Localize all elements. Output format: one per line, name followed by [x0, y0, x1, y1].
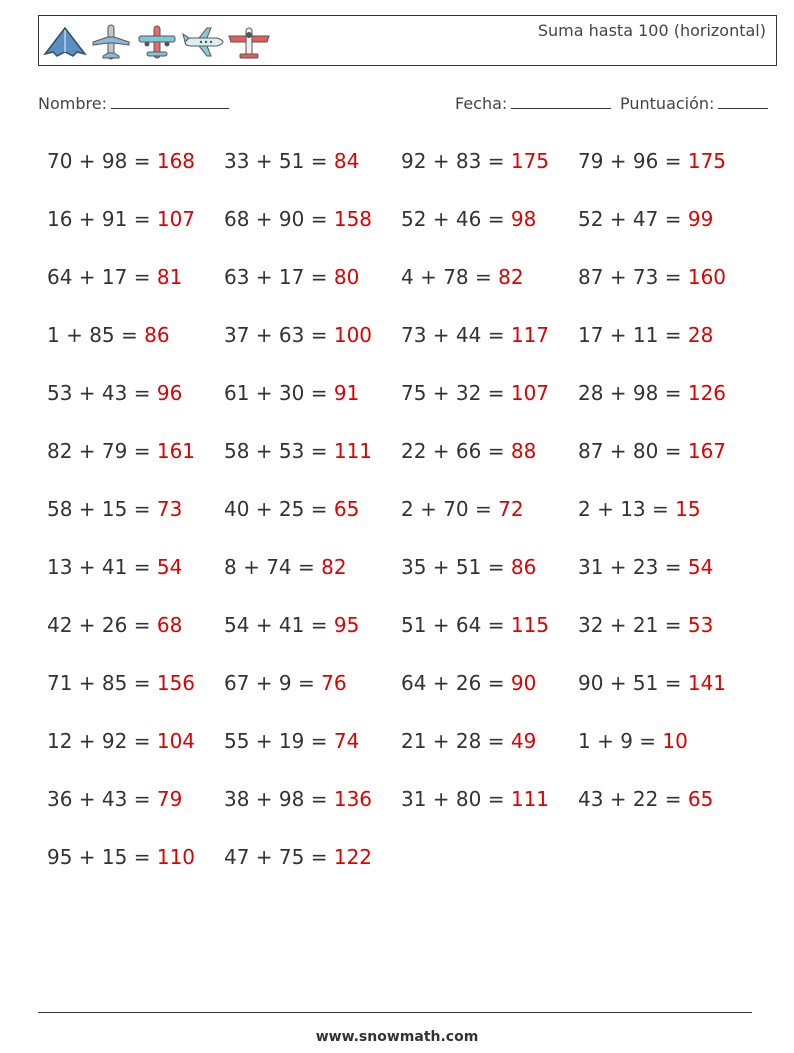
problem-answer: 107 [156, 207, 196, 231]
problem-item [47, 671, 195, 695]
problem-question: 64 + 17 = [47, 265, 157, 289]
problem-item [578, 323, 713, 347]
problem-item [578, 149, 726, 173]
problem-question: 47 + 75 = [224, 845, 334, 869]
problem-answer: 90 [510, 671, 537, 695]
problem-answer: 73 [156, 497, 183, 521]
problem-item [578, 439, 726, 463]
worksheet-title: Suma hasta 100 (horizontal) [537, 21, 766, 40]
problem-answer: 82 [321, 555, 347, 579]
problem-answer: 49 [510, 729, 537, 753]
problem-item [47, 845, 195, 869]
problem-answer: 65 [687, 787, 714, 811]
problem-item [401, 613, 549, 637]
problem-item [224, 381, 359, 405]
problem-answer: 15 [675, 497, 701, 521]
problem-answer: 96 [156, 381, 183, 405]
problem-answer: 54 [687, 555, 714, 579]
problem-item [578, 207, 713, 231]
problem-item [224, 555, 347, 579]
problem-answer: 65 [333, 497, 360, 521]
problem-item [47, 381, 182, 405]
problem-item [224, 439, 372, 463]
problem-answer: 100 [333, 323, 373, 347]
problem-answer: 136 [333, 787, 373, 811]
problem-question: 31 + 23 = [578, 555, 688, 579]
problem-answer: 111 [510, 787, 550, 811]
problem-item [401, 323, 549, 347]
airliner-icon [89, 22, 133, 62]
problem-answer: 99 [687, 207, 714, 231]
problem-question: 75 + 32 = [401, 381, 511, 405]
problem-answer: 156 [156, 671, 196, 695]
problem-answer: 126 [687, 381, 727, 405]
problem-question: 1 + 85 = [47, 323, 145, 347]
problem-question: 51 + 64 = [401, 613, 511, 637]
problem-answer: 107 [510, 381, 550, 405]
problem-question: 35 + 51 = [401, 555, 511, 579]
date-blank-line[interactable] [511, 94, 611, 109]
problem-item [401, 149, 549, 173]
problem-question: 2 + 70 = [401, 497, 499, 521]
problem-question: 55 + 19 = [224, 729, 334, 753]
problem-item [578, 729, 688, 753]
problem-item [224, 207, 372, 231]
problem-question: 21 + 28 = [401, 729, 511, 753]
problem-answer: 160 [687, 265, 727, 289]
problem-question: 64 + 26 = [401, 671, 511, 695]
score-label: Puntuación: [620, 94, 715, 113]
plane-icons [43, 22, 271, 62]
problem-question: 53 + 43 = [47, 381, 157, 405]
jet-plane-icon [181, 22, 225, 62]
problem-item [224, 497, 359, 521]
problem-item [578, 381, 726, 405]
problem-answer: 104 [156, 729, 196, 753]
problem-answer: 98 [510, 207, 537, 231]
problem-question: 33 + 51 = [224, 149, 334, 173]
problem-question: 42 + 26 = [47, 613, 157, 637]
problem-question: 90 + 51 = [578, 671, 688, 695]
problem-answer: 82 [498, 265, 524, 289]
problem-answer: 158 [333, 207, 373, 231]
problem-answer: 81 [156, 265, 183, 289]
problem-question: 1 + 9 = [578, 729, 663, 753]
problem-item [224, 729, 359, 753]
date-field [455, 94, 611, 113]
problem-item [578, 555, 713, 579]
problem-answer: 111 [333, 439, 373, 463]
problem-question: 17 + 11 = [578, 323, 688, 347]
problem-item [578, 613, 713, 637]
problem-question: 13 + 41 = [47, 555, 157, 579]
problem-item [47, 207, 195, 231]
problem-question: 68 + 90 = [224, 207, 334, 231]
problem-item [47, 729, 195, 753]
problem-question: 40 + 25 = [224, 497, 334, 521]
problem-question: 82 + 79 = [47, 439, 157, 463]
problem-question: 32 + 21 = [578, 613, 688, 637]
score-field [620, 94, 768, 113]
problem-answer: 161 [156, 439, 196, 463]
problem-question: 37 + 63 = [224, 323, 334, 347]
problem-answer: 10 [662, 729, 688, 753]
problem-item [578, 671, 726, 695]
stealth-bomber-icon [43, 22, 87, 62]
problem-item [578, 265, 726, 289]
propeller-plane-icon [135, 22, 179, 62]
problem-answer: 175 [510, 149, 550, 173]
problem-question: 31 + 80 = [401, 787, 511, 811]
problem-answer: 53 [687, 613, 714, 637]
problem-question: 87 + 73 = [578, 265, 688, 289]
problem-question: 4 + 78 = [401, 265, 499, 289]
problem-question: 38 + 98 = [224, 787, 334, 811]
problem-answer: 54 [156, 555, 183, 579]
problem-question: 79 + 96 = [578, 149, 688, 173]
name-blank-line[interactable] [111, 94, 229, 109]
problem-question: 2 + 13 = [578, 497, 676, 521]
problem-item [578, 787, 713, 811]
problem-answer: 84 [333, 149, 360, 173]
problem-answer: 28 [687, 323, 714, 347]
date-label: Fecha: [455, 94, 508, 113]
problem-item [401, 555, 536, 579]
footer-divider [38, 1012, 752, 1013]
problem-question: 52 + 46 = [401, 207, 511, 231]
problem-item [47, 497, 182, 521]
header-box [38, 15, 777, 66]
problem-item [47, 323, 170, 347]
problem-answer: 72 [498, 497, 524, 521]
score-blank-line[interactable] [718, 94, 768, 109]
problem-question: 16 + 91 = [47, 207, 157, 231]
problem-item [47, 787, 182, 811]
problem-item [401, 439, 536, 463]
problem-question: 58 + 15 = [47, 497, 157, 521]
problem-question: 22 + 66 = [401, 439, 511, 463]
problem-answer: 76 [321, 671, 347, 695]
problem-item [401, 207, 536, 231]
problem-question: 12 + 92 = [47, 729, 157, 753]
problem-question: 87 + 80 = [578, 439, 688, 463]
problem-question: 61 + 30 = [224, 381, 334, 405]
red-plane-icon [227, 22, 271, 62]
problem-question: 67 + 9 = [224, 671, 322, 695]
problem-item [224, 845, 372, 869]
problem-question: 43 + 22 = [578, 787, 688, 811]
problem-item [401, 381, 549, 405]
problem-answer: 175 [687, 149, 727, 173]
problem-answer: 110 [156, 845, 196, 869]
problem-answer: 80 [333, 265, 360, 289]
problem-item [401, 497, 524, 521]
problem-item [401, 787, 549, 811]
problem-item [224, 787, 372, 811]
problem-item [401, 265, 524, 289]
problem-item [47, 439, 195, 463]
problem-answer: 74 [333, 729, 360, 753]
problem-question: 58 + 53 = [224, 439, 334, 463]
problem-question: 92 + 83 = [401, 149, 511, 173]
problem-item [578, 497, 701, 521]
problem-question: 54 + 41 = [224, 613, 334, 637]
name-field [38, 94, 229, 113]
problem-item [224, 265, 359, 289]
problem-answer: 79 [156, 787, 183, 811]
problem-answer: 86 [144, 323, 170, 347]
problem-item [47, 555, 182, 579]
problem-question: 8 + 74 = [224, 555, 322, 579]
problem-question: 52 + 47 = [578, 207, 688, 231]
problem-answer: 86 [510, 555, 537, 579]
problem-answer: 122 [333, 845, 373, 869]
problem-answer: 95 [333, 613, 360, 637]
problem-answer: 117 [510, 323, 550, 347]
problem-item [224, 323, 372, 347]
problem-answer: 88 [510, 439, 537, 463]
problem-question: 28 + 98 = [578, 381, 688, 405]
problem-item [401, 671, 536, 695]
problem-answer: 141 [687, 671, 727, 695]
problem-item [47, 613, 182, 637]
problem-question: 70 + 98 = [47, 149, 157, 173]
problem-item [47, 149, 195, 173]
problem-question: 95 + 15 = [47, 845, 157, 869]
problem-answer: 91 [333, 381, 360, 405]
problem-answer: 168 [156, 149, 196, 173]
footer-site: www.snowmath.com [315, 1029, 479, 1045]
name-label: Nombre: [38, 94, 107, 113]
problem-item [224, 613, 359, 637]
problem-answer: 115 [510, 613, 550, 637]
problem-question: 71 + 85 = [47, 671, 157, 695]
problem-answer: 68 [156, 613, 183, 637]
problem-question: 36 + 43 = [47, 787, 157, 811]
problem-item [47, 265, 182, 289]
problem-question: 63 + 17 = [224, 265, 334, 289]
problem-answer: 167 [687, 439, 727, 463]
problem-item [401, 729, 536, 753]
problem-item [224, 671, 347, 695]
problem-question: 73 + 44 = [401, 323, 511, 347]
problem-item [224, 149, 359, 173]
